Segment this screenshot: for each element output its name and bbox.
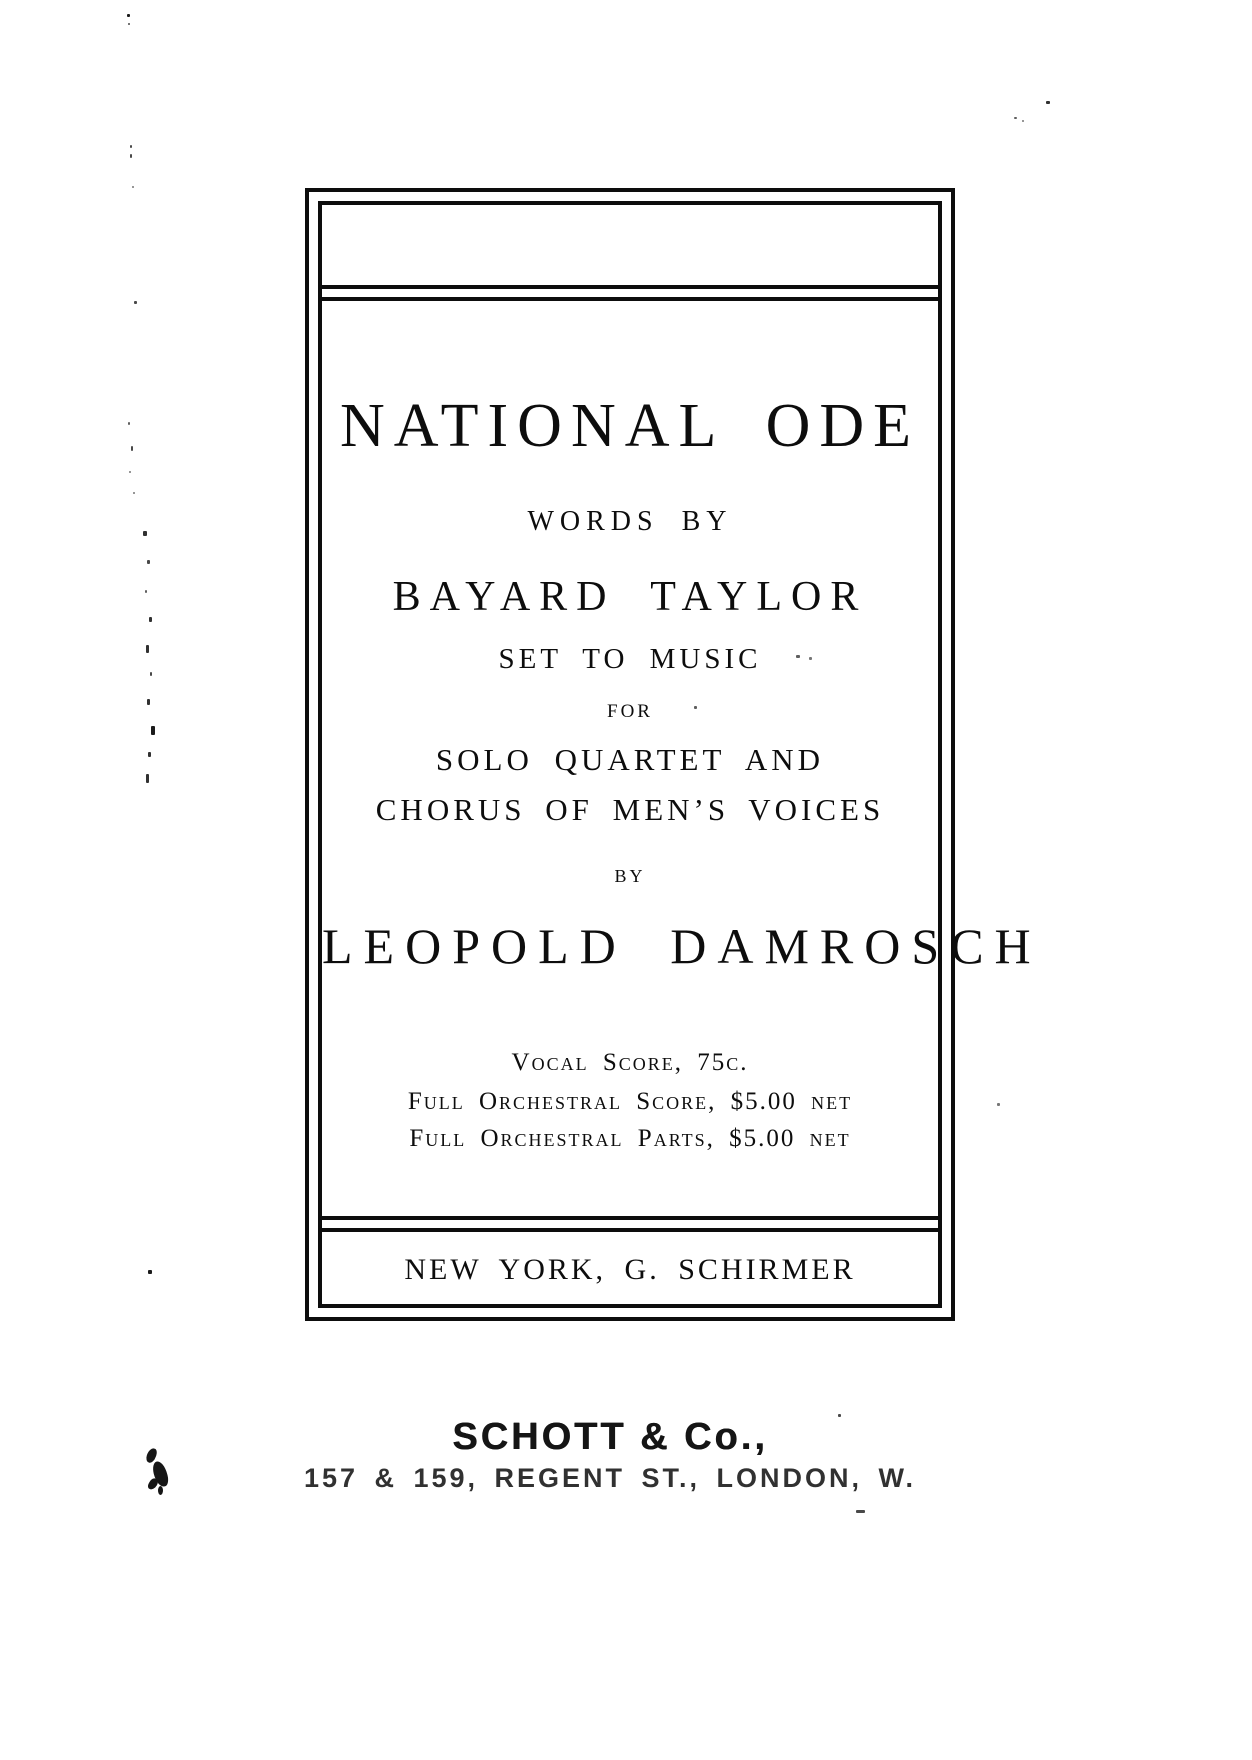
by-label: BY [614, 866, 646, 886]
scan-speck [1046, 101, 1050, 104]
scan-speck [796, 655, 800, 658]
scan-speck [130, 145, 132, 148]
bottom-double-rule [322, 1216, 938, 1232]
schott-rubber-stamp [295, 1418, 925, 1492]
for-label: FOR [607, 701, 653, 722]
scan-speck [131, 446, 133, 451]
price-orchestral-parts: Full Orchestral Parts, $5.00 net [409, 1125, 851, 1152]
scan-speck [147, 560, 150, 564]
scan-speck [148, 1270, 152, 1274]
lyricist-name: BAYARD TAYLOR [392, 574, 868, 620]
publisher-imprint: NEW YORK, G. SCHIRMER [404, 1253, 856, 1286]
set-to-music-label: SET TO MUSIC [498, 643, 762, 675]
ensemble-line-2: CHORUS OF MEN’S VOICES [375, 792, 885, 827]
scan-speck [128, 422, 130, 425]
ink-blot-artifact [144, 1448, 172, 1498]
scan-speck [134, 301, 137, 304]
scan-speck [147, 699, 150, 705]
stamp-company-name: SCHOTT & Co., [452, 1416, 768, 1458]
scan-speck [997, 1103, 1000, 1106]
top-double-rule [322, 285, 938, 301]
scan-speck [130, 154, 132, 158]
scan-speck [132, 186, 134, 188]
scan-speck [146, 774, 149, 783]
scan-speck [133, 492, 135, 494]
outer-border-frame [305, 188, 1042, 1321]
scan-speck [129, 471, 131, 473]
scan-speck [856, 1510, 865, 1513]
page-title: NATIONAL ODE [339, 392, 920, 460]
scan-speck [148, 752, 151, 757]
scan-speck [128, 23, 130, 25]
scan-speck [143, 531, 147, 536]
ensemble-line-1: SOLO QUARTET AND [435, 742, 825, 777]
scan-speck [1022, 120, 1024, 122]
price-orchestral-score: Full Orchestral Score, $5.00 net [407, 1088, 853, 1115]
scan-speck [145, 590, 147, 593]
scan-speck [146, 645, 149, 653]
inner-border-frame [318, 201, 1042, 1308]
composer-name: LEOPOLD DAMROSCH [322, 918, 1042, 974]
stamp-address: 157 & 159, REGENT ST., LONDON, W. [303, 1463, 917, 1493]
scan-speck [838, 1414, 841, 1417]
price-vocal-score: Vocal Score, 75c. [511, 1049, 749, 1076]
scan-speck [151, 726, 155, 735]
scan-speck [809, 657, 812, 660]
scan-speck [1014, 117, 1017, 119]
scan-speck [149, 617, 152, 622]
scan-speck [694, 706, 697, 709]
words-by-label: WORDS BY [527, 506, 733, 537]
scan-speck [127, 14, 130, 17]
scan-speck [150, 672, 152, 676]
